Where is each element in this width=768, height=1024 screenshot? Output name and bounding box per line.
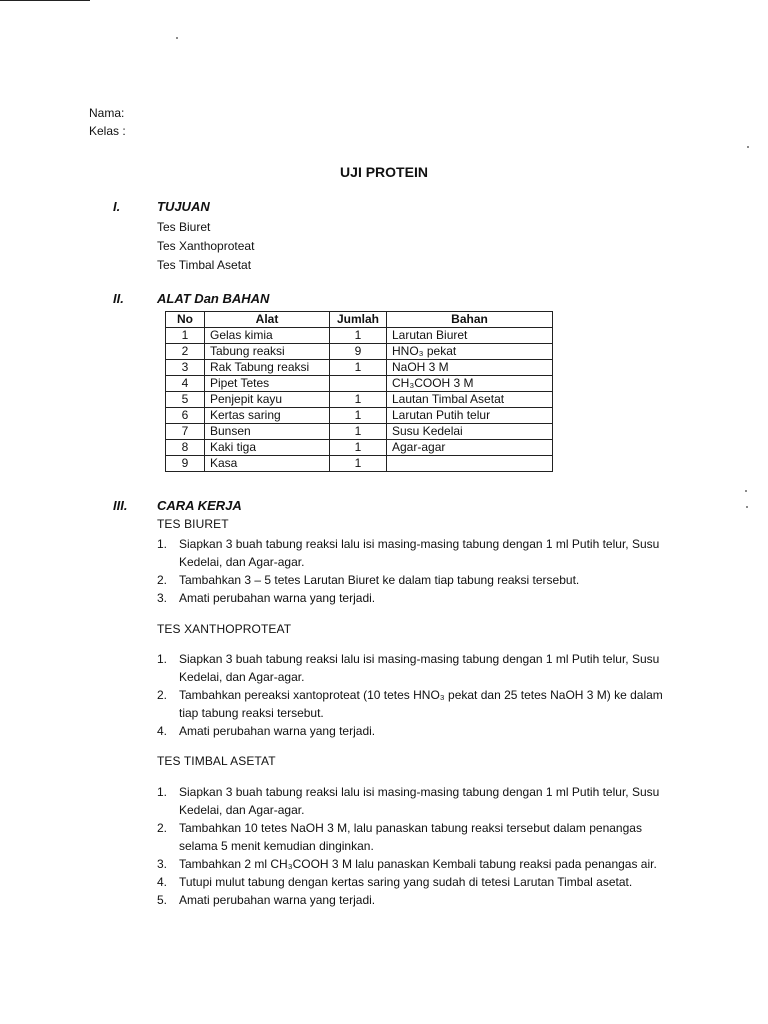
step-text: Siapkan 3 buah tabung reaksi lalu isi masing-masing tabung dengan 1 ml Putih telur, Susu Kedelai, dan Agar-agar. xyxy=(179,537,660,569)
header-no: No xyxy=(166,312,205,328)
section-3-title: CARA KERJA xyxy=(157,498,242,513)
step-text: Tambahkan 2 ml CH₃COOH 3 M lalu panaskan Kembali tabung reaksi pada penangas air. xyxy=(179,857,657,871)
header-jumlah: Jumlah xyxy=(330,312,387,328)
cell-bahan: Agar-agar xyxy=(387,440,553,456)
cell-alat: Kasa xyxy=(205,456,330,472)
section-2-numeral: II. xyxy=(113,291,124,306)
table-row xyxy=(166,408,553,424)
step-number: 2. xyxy=(157,573,168,587)
step-text: Siapkan 3 buah tabung reaksi lalu isi masing-masing tabung dengan 1 ml Putih telur, Susu Kedelai, dan Agar-agar. xyxy=(179,652,660,684)
step-text: Tambahkan 10 tetes NaOH 3 M, lalu panaskan tabung reaksi tersebut dalam penangas selama 5 menit kemudian dinginkan. xyxy=(179,821,642,853)
cell-jumlah: 1 xyxy=(330,408,387,424)
table-row xyxy=(166,344,553,360)
name-label: Nama: xyxy=(89,106,125,120)
timbal-steps xyxy=(157,783,677,909)
table-row xyxy=(166,440,553,456)
objective-item: Tes Biuret xyxy=(157,220,211,234)
cell-bahan: Larutan Biuret xyxy=(387,328,553,344)
table-row xyxy=(166,392,553,408)
cell-no: 9 xyxy=(166,456,205,472)
header-bahan: Bahan xyxy=(387,312,553,328)
table-header-row xyxy=(166,312,553,328)
step-text: Amati perubahan warna yang terjadi. xyxy=(179,724,376,738)
step-number: 4. xyxy=(157,875,168,889)
cell-bahan: Susu Kedelai xyxy=(387,424,553,440)
list-item xyxy=(157,686,677,722)
cell-bahan: CH₃COOH 3 M xyxy=(387,376,553,392)
biuret-steps xyxy=(157,535,677,607)
section-1-title: TUJUAN xyxy=(157,199,210,214)
section-1-numeral: I. xyxy=(113,199,121,214)
list-item xyxy=(157,535,677,571)
list-item xyxy=(157,650,677,686)
cell-no: 5 xyxy=(166,392,205,408)
step-text: Tambahkan pereaksi xantoproteat (10 tetes HNO₃ pekat dan 25 tetes NaOH 3 M) ke dalam tiap tabung reaksi tersebut. xyxy=(179,688,663,720)
section-2-title: ALAT Dan BAHAN xyxy=(157,291,270,306)
document-title: UJI PROTEIN xyxy=(340,164,428,180)
cell-alat: Bunsen xyxy=(205,424,330,440)
step-text: Tambahkan 3 – 5 tetes Larutan Biuret ke dalam tiap tabung reaksi tersebut. xyxy=(179,573,580,587)
table-row xyxy=(166,376,553,392)
step-text: Siapkan 3 buah tabung reaksi lalu isi masing-masing tabung dengan 1 ml Putih telur, Susu Kedelai, dan Agar-agar. xyxy=(179,785,660,817)
materials-table xyxy=(165,311,553,472)
cell-no: 3 xyxy=(166,360,205,376)
timbal-subtitle: TES TIMBAL ASETAT xyxy=(157,754,276,768)
cell-jumlah: 1 xyxy=(330,392,387,408)
cell-alat: Pipet Tetes xyxy=(205,376,330,392)
step-number: 3. xyxy=(157,591,168,605)
step-number: 3. xyxy=(157,857,168,871)
cell-no: 8 xyxy=(166,440,205,456)
scan-speck xyxy=(747,146,749,148)
list-item xyxy=(157,819,677,855)
step-number: 2. xyxy=(157,688,168,702)
cell-no: 1 xyxy=(166,328,205,344)
step-text: Amati perubahan warna yang terjadi. xyxy=(179,591,376,605)
cell-no: 6 xyxy=(166,408,205,424)
biuret-subtitle: TES BIURET xyxy=(157,517,229,531)
scan-speck xyxy=(176,37,178,39)
table-row xyxy=(166,456,553,472)
xantho-subtitle: TES XANTHOPROTEAT xyxy=(157,622,292,636)
cell-alat: Penjepit kayu xyxy=(205,392,330,408)
objective-item: Tes Xanthoproteat xyxy=(157,239,255,253)
list-item xyxy=(157,783,677,819)
step-text: Tutupi mulut tabung dengan kertas saring yang sudah di tetesi Larutan Timbal asetat. xyxy=(179,875,633,889)
cell-jumlah: 1 xyxy=(330,456,387,472)
class-label: Kelas : xyxy=(89,124,126,138)
cell-jumlah: 1 xyxy=(330,424,387,440)
table-row xyxy=(166,424,553,440)
list-item xyxy=(157,722,677,740)
step-number: 2. xyxy=(157,821,168,835)
table-row xyxy=(166,328,553,344)
cell-jumlah: 9 xyxy=(330,344,387,360)
cell-bahan: NaOH 3 M xyxy=(387,360,553,376)
list-item xyxy=(157,589,677,607)
cell-no: 2 xyxy=(166,344,205,360)
step-text: Amati perubahan warna yang terjadi. xyxy=(179,893,376,907)
top-rule-line xyxy=(0,0,90,1)
section-3-numeral: III. xyxy=(113,498,128,513)
cell-alat: Rak Tabung reaksi xyxy=(205,360,330,376)
step-number: 5. xyxy=(157,893,168,907)
objective-list xyxy=(157,218,254,275)
cell-bahan: HNO₃ pekat xyxy=(387,344,553,360)
xantho-steps xyxy=(157,650,677,740)
scan-speck xyxy=(746,506,748,508)
cell-alat: Kaki tiga xyxy=(205,440,330,456)
cell-alat: Tabung reaksi xyxy=(205,344,330,360)
step-number: 4. xyxy=(157,724,168,738)
step-number: 1. xyxy=(157,652,168,666)
cell-bahan: Lautan Timbal Asetat xyxy=(387,392,553,408)
objective-item: Tes Timbal Asetat xyxy=(157,258,252,272)
list-item xyxy=(157,855,677,873)
cell-jumlah xyxy=(330,376,387,392)
cell-alat: Gelas kimia xyxy=(205,328,330,344)
list-item xyxy=(157,891,677,909)
cell-bahan xyxy=(387,456,553,472)
cell-jumlah: 1 xyxy=(330,440,387,456)
step-number: 1. xyxy=(157,785,168,799)
header-alat: Alat xyxy=(205,312,330,328)
table-row xyxy=(166,360,553,376)
cell-jumlah: 1 xyxy=(330,328,387,344)
cell-jumlah: 1 xyxy=(330,360,387,376)
cell-alat: Kertas saring xyxy=(205,408,330,424)
scan-speck xyxy=(745,490,747,492)
step-number: 1. xyxy=(157,537,168,551)
cell-no: 4 xyxy=(166,376,205,392)
cell-no: 7 xyxy=(166,424,205,440)
list-item xyxy=(157,873,677,891)
list-item xyxy=(157,571,677,589)
cell-bahan: Larutan Putih telur xyxy=(387,408,553,424)
